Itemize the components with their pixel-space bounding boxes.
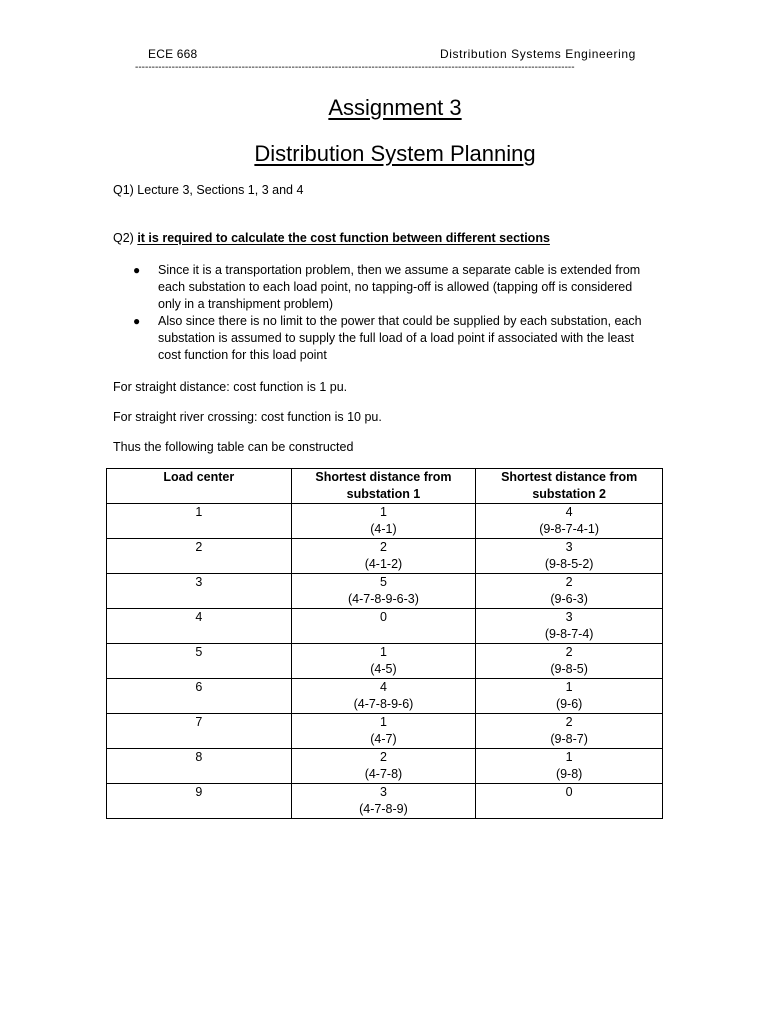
- cell-load-center: [107, 749, 292, 784]
- column-header-substation-2: Shortest distance from substation 2: [476, 469, 663, 504]
- bullet-list: [113, 262, 658, 364]
- substation-1-distance: 4: [379, 680, 387, 694]
- substation-1-path: (4-7): [370, 732, 397, 746]
- cell-load-center: [107, 504, 292, 539]
- substation-1-distance: 2: [379, 750, 387, 764]
- cell-load-center: [107, 679, 292, 714]
- load-center-value: 4: [195, 610, 203, 624]
- load-center-value: 7: [195, 715, 203, 729]
- table-row: [107, 574, 663, 609]
- column-header-substation-1: Shortest distance from substation 1: [291, 469, 476, 504]
- bullet-text: Since it is a transportation problem, then we assume a separate cable is extended from each substation to each load point, no tapping-off is allowed (tapping off is considered only in a transhipment problem): [158, 263, 641, 311]
- page-subtitle: Distribution System Planning: [254, 141, 536, 166]
- load-center-value: 9: [195, 785, 203, 799]
- cell-load-center: [107, 609, 292, 644]
- header-divider: ------------------------------------------------------------------------------------------------------------------------------------: [135, 62, 575, 73]
- cell-substation-1: [291, 574, 476, 609]
- bullet-text: Also since there is no limit to the power that could be supplied by each substation, each substation is assumed to supply the full load of a load point if associated with the least cost function for this load point: [158, 314, 642, 362]
- cell-substation-1: [291, 749, 476, 784]
- question-1: Q1) Lecture 3, Sections 1, 3 and 4: [113, 183, 304, 197]
- substation-2-path: (9-8-7): [550, 732, 588, 746]
- substation-2-path: (9-8-7-4): [544, 627, 594, 641]
- load-center-value: 5: [195, 645, 203, 659]
- substation-1-path: (4-7-8-9): [359, 802, 408, 816]
- table-row: [107, 609, 663, 644]
- cell-substation-1: [291, 539, 476, 574]
- table-row: [107, 679, 663, 714]
- question-2-text: it is required to calculate the cost function between different sections: [137, 231, 550, 245]
- substation-1-distance: 0: [379, 610, 387, 624]
- header-subject: Distribution Systems Engineering: [440, 47, 636, 61]
- substation-1-path: (4-1-2): [364, 557, 403, 571]
- substation-1-path: (4-1): [370, 522, 397, 536]
- cell-load-center: [107, 784, 292, 819]
- substation-2-distance: 3: [565, 540, 573, 554]
- cell-substation-2: [476, 749, 663, 784]
- cell-substation-1: [291, 679, 476, 714]
- substation-1-path: (4-5): [370, 662, 397, 676]
- bullet-item: [113, 262, 658, 313]
- cell-load-center: [107, 644, 292, 679]
- substation-1-distance: 2: [379, 540, 387, 554]
- substation-2-path: (9-8-5-2): [544, 557, 594, 571]
- paragraph-river-crossing: For straight river crossing: cost function is 10 pu.: [113, 410, 382, 424]
- table-row: [107, 504, 663, 539]
- question-2-label: Q2): [113, 231, 134, 245]
- substation-2-distance: 3: [565, 610, 573, 624]
- substation-1-distance: 1: [379, 645, 387, 659]
- bullet-icon: ●: [133, 263, 141, 277]
- cell-substation-1: [291, 609, 476, 644]
- substation-2-distance: 2: [565, 575, 573, 589]
- table-row: [107, 644, 663, 679]
- cell-substation-2: [476, 539, 663, 574]
- cell-load-center: [107, 574, 292, 609]
- substation-2-path: (9-6-3): [550, 592, 588, 606]
- cell-substation-2: [476, 714, 663, 749]
- cell-load-center: [107, 714, 292, 749]
- substation-1-path: (4-7-8-9-6-3): [348, 592, 419, 606]
- cell-load-center: [107, 539, 292, 574]
- substation-2-path: (9-8): [555, 767, 583, 781]
- header-course: ECE 668: [148, 47, 198, 61]
- substation-1-distance: 5: [379, 575, 387, 589]
- cell-substation-2: [476, 504, 663, 539]
- substation-2-distance: 1: [565, 680, 573, 694]
- cell-substation-2: [476, 644, 663, 679]
- paragraph-straight-distance: For straight distance: cost function is 1 pu.: [113, 380, 348, 394]
- cell-substation-1: [291, 784, 476, 819]
- substation-2-path: (9-8-5): [550, 662, 588, 676]
- cell-substation-1: [291, 644, 476, 679]
- substation-2-distance: 0: [565, 785, 573, 799]
- column-header-load-center: Load center: [107, 469, 292, 504]
- cell-substation-1: [291, 714, 476, 749]
- cell-substation-1: [291, 504, 476, 539]
- table-row: [107, 784, 663, 819]
- paragraph-table-intro: Thus the following table can be constructed: [113, 440, 354, 454]
- load-center-value: 1: [195, 505, 203, 519]
- substation-1-path: (4-7-8): [364, 767, 403, 781]
- table-row: [107, 749, 663, 784]
- question-2: [113, 231, 673, 245]
- substation-2-distance: 2: [565, 715, 573, 729]
- substation-1-distance: 1: [379, 505, 387, 519]
- substation-1-distance: 1: [379, 715, 387, 729]
- distance-table: [106, 468, 663, 819]
- cell-substation-2: [476, 784, 663, 819]
- load-center-value: 3: [195, 575, 203, 589]
- load-center-value: 8: [195, 750, 203, 764]
- table-row: [107, 539, 663, 574]
- table-header-row: [107, 469, 663, 504]
- cell-substation-2: [476, 679, 663, 714]
- substation-2-path: (9-6): [555, 697, 583, 711]
- cell-substation-2: [476, 609, 663, 644]
- load-center-value: 6: [195, 680, 203, 694]
- page-title: Assignment 3: [328, 95, 462, 120]
- load-center-value: 2: [195, 540, 203, 554]
- substation-2-path: (9-8-7-4-1): [539, 522, 600, 536]
- cell-substation-2: [476, 574, 663, 609]
- table-row: [107, 714, 663, 749]
- substation-2-distance: 4: [565, 505, 573, 519]
- substation-2-distance: 1: [565, 750, 573, 764]
- substation-1-distance: 3: [379, 785, 387, 799]
- bullet-icon: ●: [133, 314, 141, 328]
- substation-2-distance: 2: [565, 645, 573, 659]
- substation-1-path: (4-7-8-9-6): [353, 697, 414, 711]
- bullet-item: [113, 313, 658, 364]
